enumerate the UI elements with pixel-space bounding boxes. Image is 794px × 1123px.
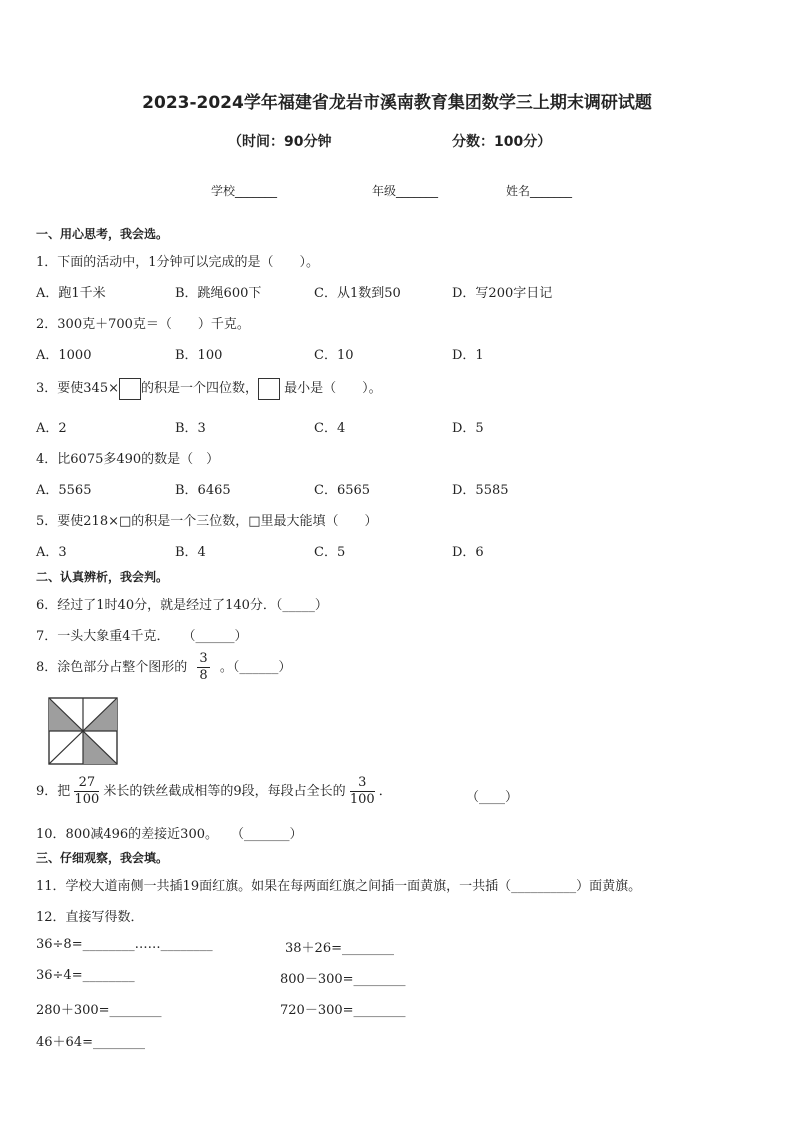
- q3-option-c: C．4: [314, 421, 346, 436]
- exam-score: 分数：100分）: [452, 134, 552, 150]
- q4-option-b: B．6465: [175, 483, 231, 498]
- q1-option-d: D．写200字日记: [452, 286, 553, 301]
- q5-option-d: D．6: [452, 545, 484, 560]
- q3-option-b: B．3: [175, 421, 206, 436]
- q3-option-d: D．5: [452, 421, 484, 436]
- calc-2: 38＋26=________: [285, 941, 394, 956]
- q8-denominator: 8: [199, 668, 208, 683]
- q8-text: 8．涂色部分占整个图形的: [36, 660, 188, 675]
- question-11: 11．学校大道南侧一共插19面红旗。如果在每两面红旗之间插一面黄旗，一共插（__________）面黄旗。: [36, 879, 642, 894]
- calc-1: 36÷8=________……________: [36, 937, 213, 952]
- question-6: 6．经过了1时40分，就是经过了140分．（_____）: [36, 598, 328, 613]
- q2-option-a: A．1000: [36, 348, 92, 363]
- q9-text-2: 米长的铁丝截成相等的9段，每段占全长的: [103, 784, 346, 799]
- q2-option-c: C．10: [314, 348, 354, 363]
- calc-7: 46＋64=________: [36, 1035, 145, 1050]
- q9-fraction-2: [350, 775, 375, 808]
- calc-5: 280＋300=________: [36, 1003, 162, 1018]
- question-5: 5．要使218×□的积是一个三位数，□里最大能填（ ）: [36, 514, 378, 529]
- q4-option-c: C．6565: [314, 483, 371, 498]
- q5-option-a: A．3: [36, 545, 67, 560]
- q9-text-1: 9．把: [36, 784, 71, 799]
- q9-answer: （____）: [466, 790, 519, 805]
- q4-option-d: D．5585: [452, 483, 509, 498]
- exam-title: 2023-2024学年福建省龙岩市溪南教育集团数学三上期末调研试题: [142, 93, 652, 113]
- q9-fraction-1-denominator: 100: [74, 792, 100, 807]
- question-7: 7．一头大象重4千克． （______）: [36, 629, 248, 644]
- question-3: [36, 377, 382, 400]
- q1-option-b: B．跳绳600下: [175, 286, 262, 301]
- question-9: [36, 775, 392, 808]
- name-field: 姓名_______: [506, 184, 573, 198]
- q5-option-b: B．4: [175, 545, 206, 560]
- q3-text-2: 的积是一个四位数，: [140, 381, 258, 396]
- q1-option-a: A．跑1千米: [36, 286, 106, 301]
- question-10: 10．800减496的差接近300。 （_______）: [36, 827, 303, 842]
- q3-option-a: A．2: [36, 421, 67, 436]
- q8-answer: 。（______）: [219, 660, 292, 675]
- section-1-heading: 一、用心思考，我会选。: [36, 227, 169, 241]
- shaded-square-figure: [48, 697, 118, 765]
- question-1: 1．下面的活动中，1分钟可以完成的是（ ）。: [36, 255, 320, 270]
- calc-4: 800－300=________: [280, 972, 406, 987]
- calc-3: 36÷4=________: [36, 968, 135, 983]
- q9-fraction-2-denominator: 100: [349, 792, 375, 807]
- q2-option-d: D．1: [452, 348, 484, 363]
- q9-fraction-1: [74, 775, 99, 808]
- school-field: 学校_______: [211, 184, 278, 198]
- q2-option-b: B．100: [175, 348, 223, 363]
- question-8: [36, 651, 291, 684]
- section-3-heading: 三、仔细观察，我会填。: [36, 851, 169, 865]
- q8-fraction: [197, 651, 209, 684]
- q9-fraction-2-numerator: 3: [350, 775, 375, 792]
- grade-field: 年级_______: [372, 184, 439, 198]
- q4-option-a: A．5565: [36, 483, 92, 498]
- q9-text-3: ．: [378, 784, 392, 799]
- q1-option-c: C．从1数到50: [314, 286, 401, 301]
- question-12: 12．直接写得数．: [36, 910, 144, 925]
- q8-numerator: 3: [199, 651, 208, 666]
- question-2: 2．300克＋700克＝（ ）千克。: [36, 317, 250, 332]
- q3-blank-box-2: [258, 378, 280, 400]
- exam-time: （时间：90分钟: [228, 134, 332, 150]
- q3-blank-box-1: [119, 378, 141, 400]
- q3-text-1: 3．要使345×: [36, 381, 119, 396]
- q5-option-c: C．5: [314, 545, 346, 560]
- calc-6: 720－300=________: [280, 1003, 406, 1018]
- q3-text-3: 最小是（ ）。: [284, 381, 382, 396]
- q9-fraction-1-numerator: 27: [74, 775, 99, 792]
- question-4: 4．比6075多490的数是（ ）: [36, 452, 220, 467]
- section-2-heading: 二、认真辨析，我会判。: [36, 570, 169, 584]
